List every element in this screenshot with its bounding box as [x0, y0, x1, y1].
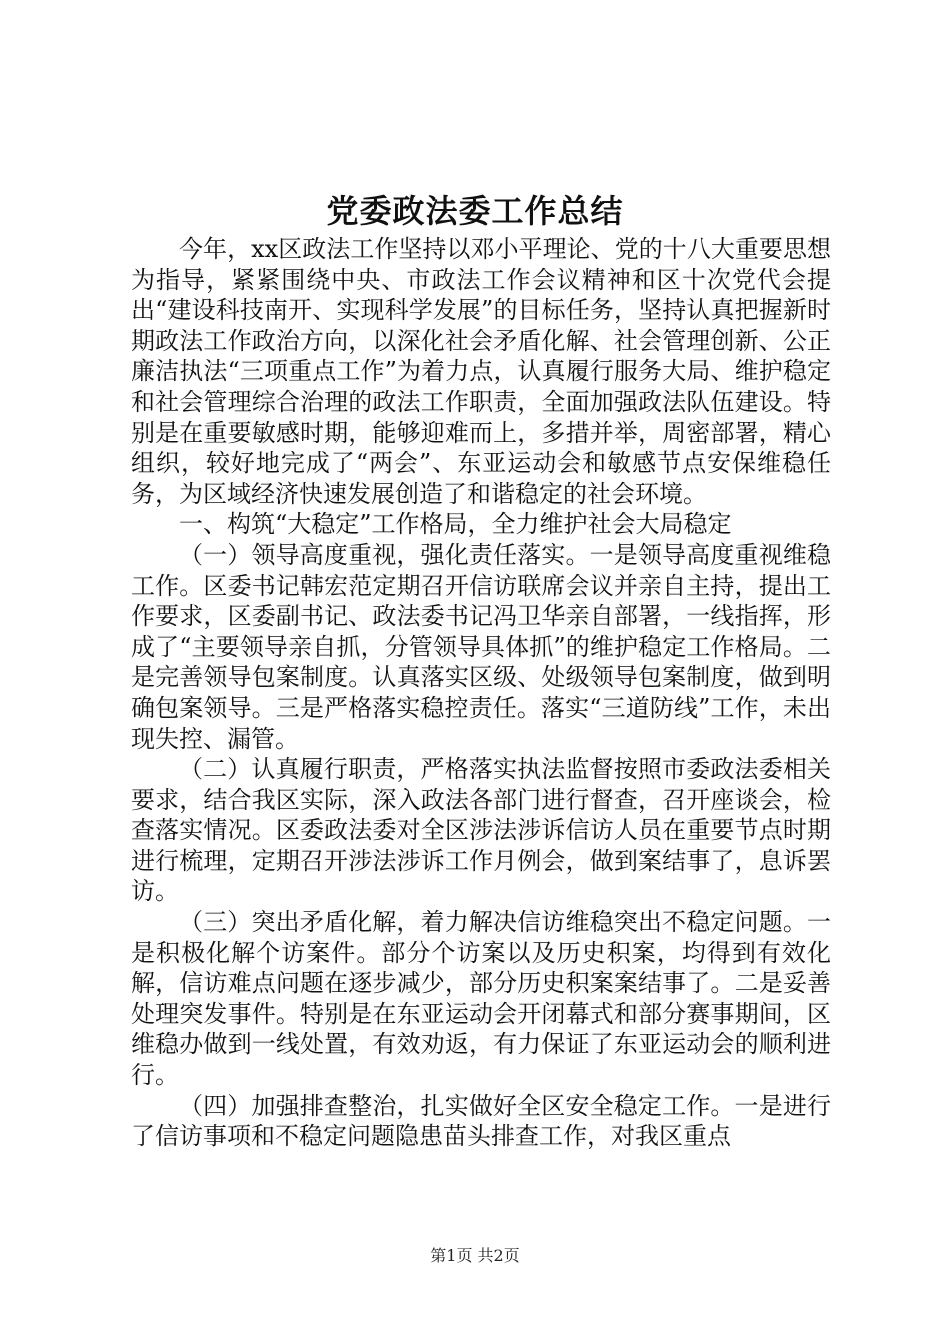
document-title: 党委政法委工作总结 — [326, 192, 624, 230]
page-footer: 第1页 共2页 — [430, 1246, 520, 1265]
paragraph-item-1: （一）领导高度重视，强化责任落实。一是领导高度重视维稳工作。区委书记韩宏范定期召开信访联席会议并亲自主持，提出工作要求，区委副书记、政法委书记冯卫华亲自部署，一线指挥，形成了“主要领导亲自抓，分管领导具体抓”的维护稳定工作格局。二是完善领导包案制度。认真落实区级、处级领导包案制度，做到明确包案领导。三是严格落实稳控责任。落实“三道防线”工作，未出现失控、漏管。 — [131, 540, 831, 753]
paragraph-item-3: （三）突出矛盾化解，着力解决信访维稳突出不稳定问题。一是积极化解个访案件。部分个访案以及历史积案，均得到有效化解，信访难点问题在逐步减少，部分历史积案案结事了。二是妥善处理突发事件。特别是在东亚运动会开闭幕式和部分赛事期间，区维稳办做到一线处置，有效劝返，有力保证了东亚运动会的顺利进行。 — [131, 908, 831, 1090]
section-heading-1: 一、构筑“大稳定”工作格局，全力维护社会大局稳定 — [179, 510, 732, 539]
paragraph-intro: 今年，xx区政法工作坚持以邓小平理论、党的十八大重要思想为指导，紧紧围绕中央、市政法工作会议精神和区十次党代会提出“建设科技南开、实现科学发展”的目标任务，坚持认真把握新时期政法工作政治方向，以深化社会矛盾化解、社会管理创新、公正廉洁执法“三项重点工作”为着力点，认真履行服务大局、维护稳定和社会管理综合治理的政法工作职责，全面加强政法队伍建设。特别是在重要敏感时期，能够迎难而上，多措并举，周密部署，精心组织，较好地完成了“两会”、东亚运动会和敏感节点安保维稳任务，为区域经济快速发展创造了和谐稳定的社会环境。 — [131, 235, 831, 508]
document-body — [131, 234, 831, 1152]
paragraph-item-2: （二）认真履行职责，严格落实执法监督按照市委政法委相关要求，结合我区实际，深入政法各部门进行督查，召开座谈会，检查落实情况。区委政法委对全区涉法涉诉信访人员在重要节点时期进行梳理，定期召开涉法涉诉工作月例会，做到案结事了，息诉罢访。 — [131, 755, 831, 906]
paragraph-item-4: （四）加强排查整治，扎实做好全区安全稳定工作。一是进行了信访事项和不稳定问题隐患苗头排查工作，对我区重点 — [131, 1091, 831, 1151]
